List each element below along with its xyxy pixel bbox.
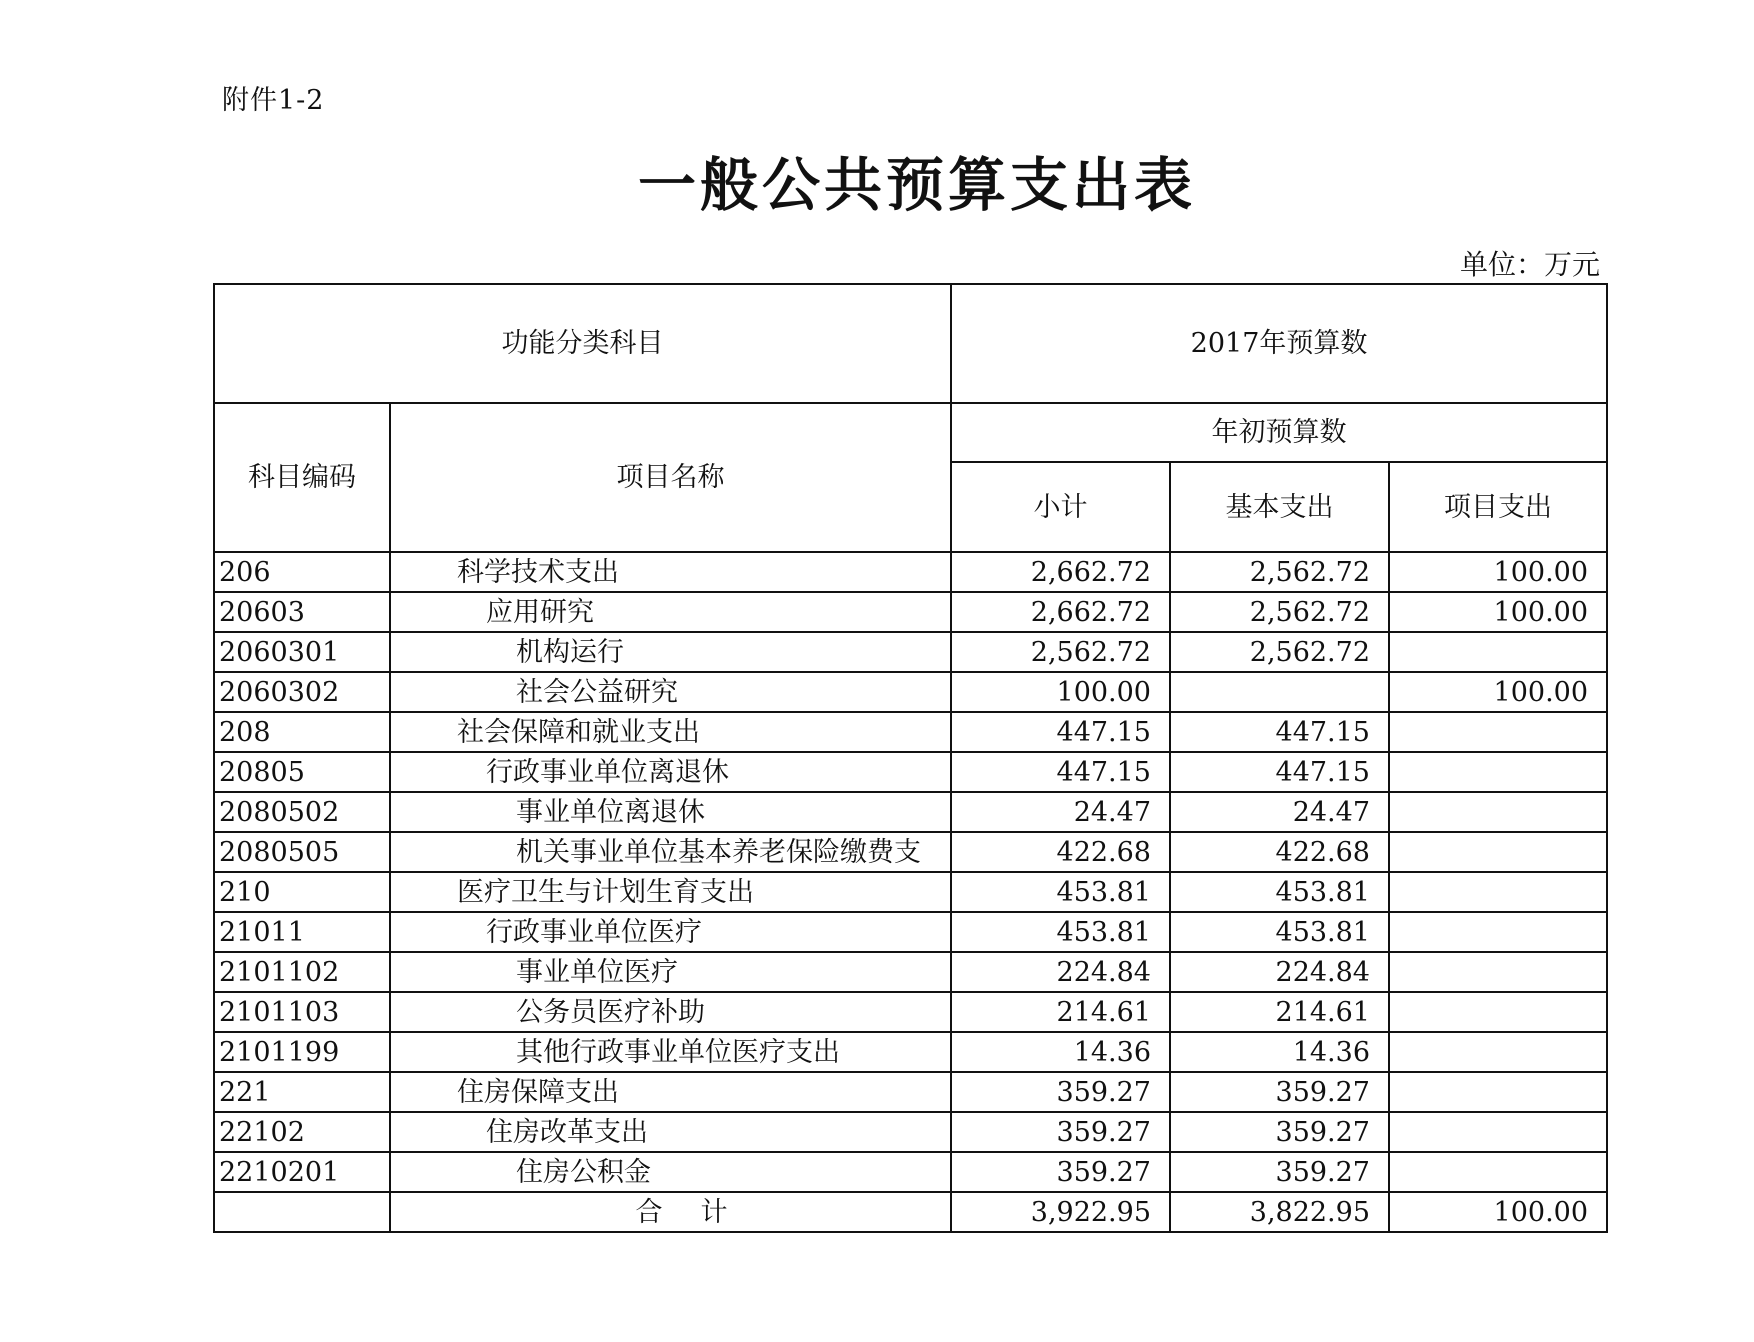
attachment-label: 附件1-2 (222, 85, 325, 116)
cell-subtotal: 359.27 (951, 1112, 1170, 1152)
cell-code: 2060302 (214, 672, 390, 712)
cell-name: 社会公益研究 (390, 672, 951, 712)
table-row (214, 992, 1607, 1032)
cell-basic: 359.27 (1170, 1072, 1389, 1112)
header-name: 项目名称 (390, 403, 951, 552)
cell-code: 2101103 (214, 992, 390, 1032)
header-subtotal: 小计 (951, 462, 1170, 552)
table-row (214, 792, 1607, 832)
cell-subtotal: 453.81 (951, 912, 1170, 952)
cell-project (1389, 912, 1607, 952)
table-row (214, 672, 1607, 712)
total-row (214, 1192, 1607, 1232)
unit-label: 单位：万元 (1459, 248, 1600, 281)
cell-code: 221 (214, 1072, 390, 1112)
table-row (214, 1152, 1607, 1192)
cell-project (1389, 792, 1607, 832)
cell-name: 其他行政事业单位医疗支出 (390, 1032, 951, 1072)
cell-basic: 359.27 (1170, 1112, 1389, 1152)
cell-name: 住房保障支出 (390, 1072, 951, 1112)
header-row (214, 284, 1607, 403)
cell-basic: 2,562.72 (1170, 552, 1389, 592)
cell-subtotal: 214.61 (951, 992, 1170, 1032)
header-basic: 基本支出 (1170, 462, 1389, 552)
cell-code: 208 (214, 712, 390, 752)
cell-code: 20805 (214, 752, 390, 792)
cell-project (1389, 832, 1607, 872)
cell-name: 科学技术支出 (390, 552, 951, 592)
cell-basic: 359.27 (1170, 1152, 1389, 1192)
cell-name: 住房公积金 (390, 1152, 951, 1192)
table-row (214, 1072, 1607, 1112)
table-row (214, 1032, 1607, 1072)
cell-name: 机构运行 (390, 632, 951, 672)
total-label: 合计 (390, 1192, 951, 1232)
total-basic: 3,822.95 (1170, 1192, 1389, 1232)
cell-basic: 14.36 (1170, 1032, 1389, 1072)
cell-name: 公务员医疗补助 (390, 992, 951, 1032)
cell-basic: 214.61 (1170, 992, 1389, 1032)
cell-subtotal: 2,662.72 (951, 552, 1170, 592)
cell-name: 事业单位医疗 (390, 952, 951, 992)
page-title: 一般公共预算支出表 (637, 151, 1196, 219)
cell-project (1389, 952, 1607, 992)
header-category: 功能分类科目 (214, 284, 951, 403)
cell-name: 住房改革支出 (390, 1112, 951, 1152)
header-project: 项目支出 (1389, 462, 1607, 552)
cell-name: 机关事业单位基本养老保险缴费支 (390, 832, 951, 872)
cell-subtotal: 100.00 (951, 672, 1170, 712)
cell-project (1389, 632, 1607, 672)
cell-basic: 453.81 (1170, 912, 1389, 952)
cell-basic: 447.15 (1170, 752, 1389, 792)
budget-table (213, 283, 1608, 1233)
cell-name: 社会保障和就业支出 (390, 712, 951, 752)
header-year-budget: 2017年预算数 (951, 284, 1607, 403)
cell-name: 行政事业单位医疗 (390, 912, 951, 952)
header-row (214, 403, 1607, 462)
table-row (214, 872, 1607, 912)
cell-subtotal: 359.27 (951, 1152, 1170, 1192)
cell-code: 22102 (214, 1112, 390, 1152)
table-row (214, 552, 1607, 592)
cell-basic: 2,562.72 (1170, 632, 1389, 672)
cell-code: 2101102 (214, 952, 390, 992)
cell-code: 206 (214, 552, 390, 592)
table-row (214, 912, 1607, 952)
cell-subtotal: 224.84 (951, 952, 1170, 992)
cell-code: 21011 (214, 912, 390, 952)
cell-code: 210 (214, 872, 390, 912)
cell-project (1389, 1112, 1607, 1152)
cell-basic: 453.81 (1170, 872, 1389, 912)
cell-project (1389, 1152, 1607, 1192)
cell-code: 2080505 (214, 832, 390, 872)
cell-code (214, 1192, 390, 1232)
cell-code: 2101199 (214, 1032, 390, 1072)
cell-project (1389, 1072, 1607, 1112)
cell-project (1389, 1032, 1607, 1072)
cell-basic: 224.84 (1170, 952, 1389, 992)
table-row (214, 632, 1607, 672)
cell-subtotal: 447.15 (951, 712, 1170, 752)
cell-project (1389, 712, 1607, 752)
table-row (214, 1112, 1607, 1152)
table-row (214, 832, 1607, 872)
cell-project (1389, 872, 1607, 912)
cell-name: 行政事业单位离退休 (390, 752, 951, 792)
cell-subtotal: 14.36 (951, 1032, 1170, 1072)
cell-name: 应用研究 (390, 592, 951, 632)
cell-subtotal: 422.68 (951, 832, 1170, 872)
cell-name: 事业单位离退休 (390, 792, 951, 832)
cell-project: 100.00 (1389, 552, 1607, 592)
cell-project: 100.00 (1389, 592, 1607, 632)
cell-subtotal: 453.81 (951, 872, 1170, 912)
total-project: 100.00 (1389, 1192, 1607, 1232)
cell-subtotal: 2,662.72 (951, 592, 1170, 632)
cell-code: 2210201 (214, 1152, 390, 1192)
cell-basic (1170, 672, 1389, 712)
cell-project (1389, 992, 1607, 1032)
cell-basic: 24.47 (1170, 792, 1389, 832)
header-initial-budget: 年初预算数 (951, 403, 1607, 462)
cell-subtotal: 447.15 (951, 752, 1170, 792)
table-row (214, 752, 1607, 792)
cell-subtotal: 24.47 (951, 792, 1170, 832)
table-row (214, 952, 1607, 992)
cell-subtotal: 359.27 (951, 1072, 1170, 1112)
cell-project: 100.00 (1389, 672, 1607, 712)
cell-code: 2060301 (214, 632, 390, 672)
cell-project (1389, 752, 1607, 792)
total-subtotal: 3,922.95 (951, 1192, 1170, 1232)
cell-basic: 422.68 (1170, 832, 1389, 872)
header-code: 科目编码 (214, 403, 390, 552)
table-row (214, 592, 1607, 632)
cell-code: 2080502 (214, 792, 390, 832)
cell-basic: 2,562.72 (1170, 592, 1389, 632)
cell-basic: 447.15 (1170, 712, 1389, 752)
cell-code: 20603 (214, 592, 390, 632)
table-row (214, 712, 1607, 752)
cell-name: 医疗卫生与计划生育支出 (390, 872, 951, 912)
cell-subtotal: 2,562.72 (951, 632, 1170, 672)
